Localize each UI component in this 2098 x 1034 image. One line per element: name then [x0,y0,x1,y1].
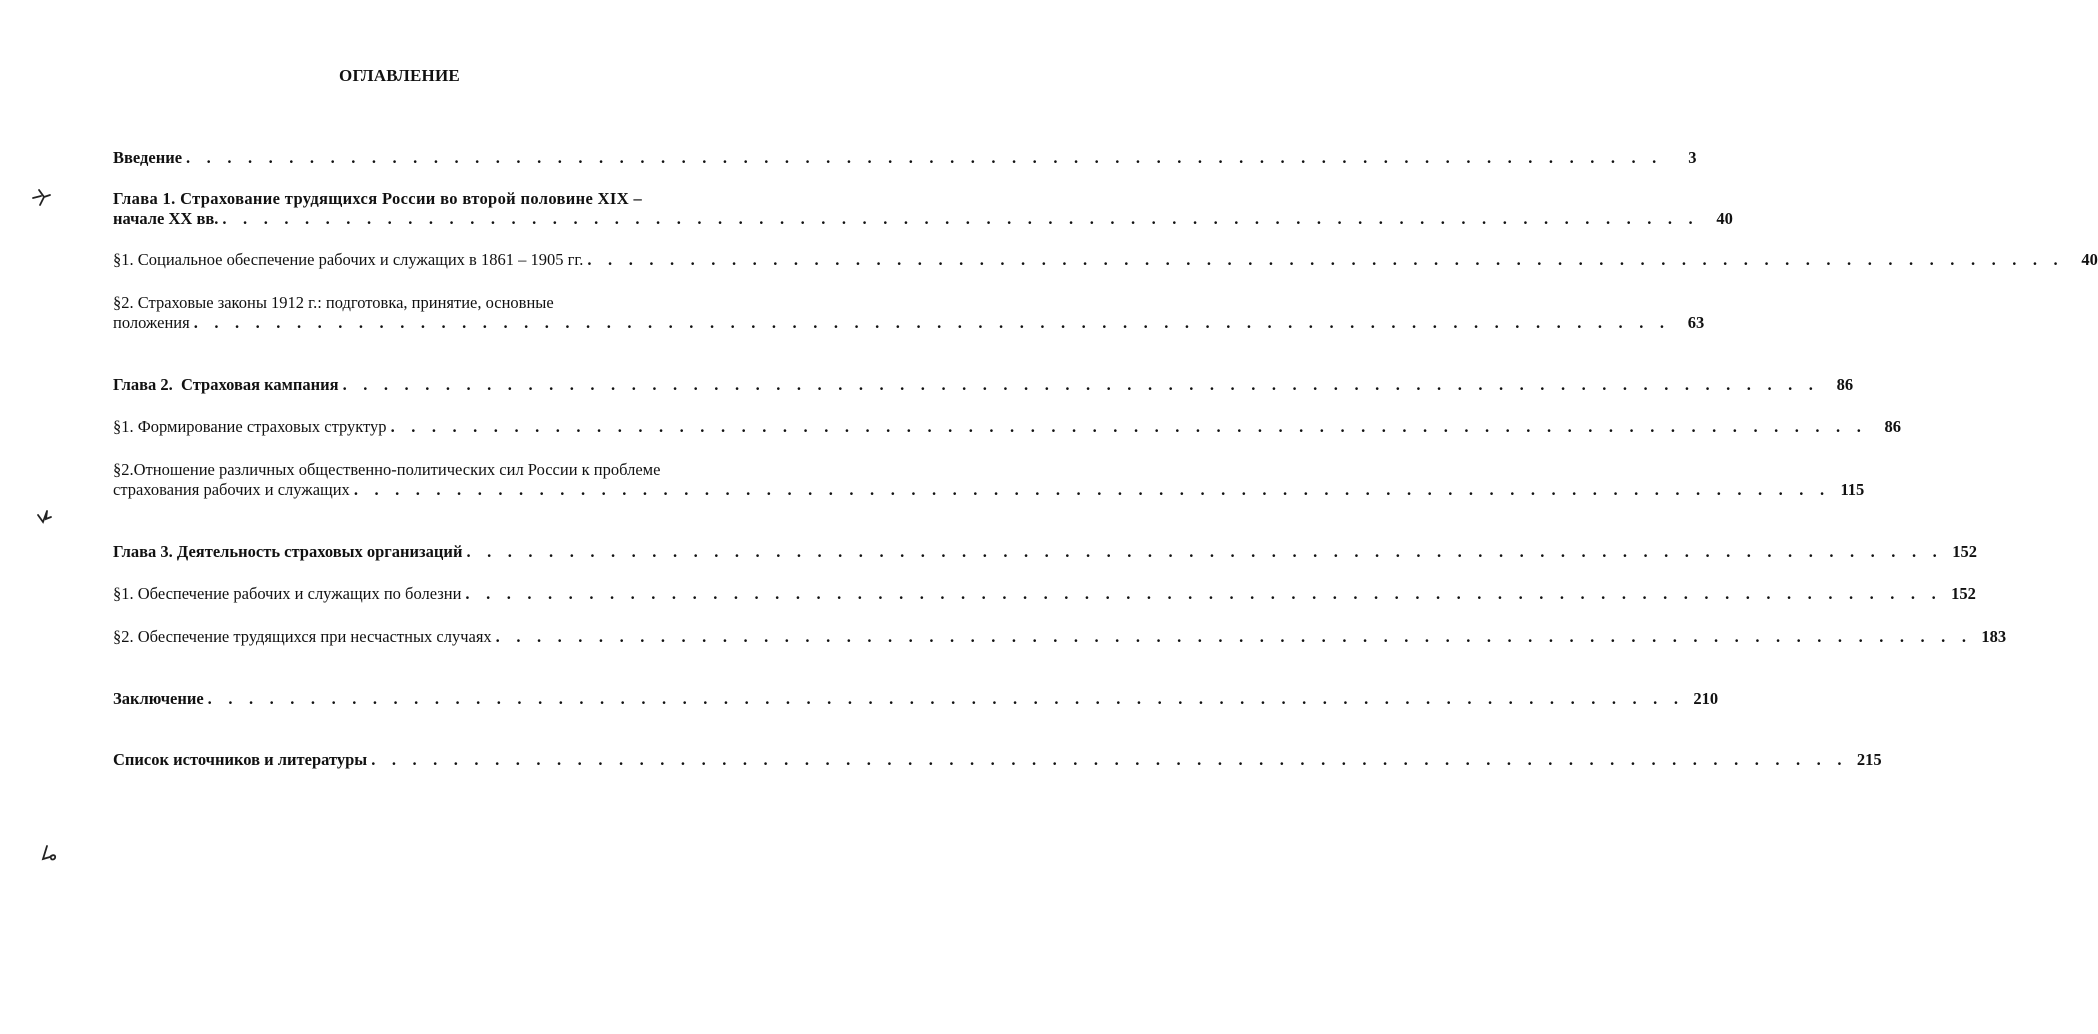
page-number: 63 [1687,313,1705,332]
dot-leader: . . . . . . . . . . . . . . . . . . . . . . . . . . . . . . . . . . . . . . . . . . . . . . . . . . . . . . . . . . . . . . . . . . . . . . . . [222,209,1699,228]
entry-text: Список источников и литературы [113,750,368,769]
entry-text: §1. Социальное обеспечение рабочих и служащих в 1861 – 1905 гг. [113,250,584,269]
dot-leader: . . . . . . . . . . . . . . . . . . . . . . . . . . . . . . . . . . . . . . . . . . . . . . . . . . . . . . . . . . . . . . . . . . . . . . . . [587,250,2064,269]
entry-text-line1: Глава 1. Страхование трудящихся России во второй половине XIX – [113,189,643,208]
toc-entry-conclusion[interactable] [113,689,1719,709]
margin-mark-2 [34,505,56,527]
margin-mark-3 [38,842,62,864]
entry-text: Глава 2. Страховая кампания [113,375,339,394]
dot-leader: . . . . . . . . . . . . . . . . . . . . . . . . . . . . . . . . . . . . . . . . . . . . . . . . . . . . . . . . . . . . . . . . . . . . . . . . [207,689,1685,708]
toc-entry-chapter-1[interactable] [113,189,1733,229]
page-title: ОГЛАВЛЕНИЕ [339,66,460,85]
dot-leader: . . . . . . . . . . . . . . . . . . . . . . . . . . . . . . . . . . . . . . . . . . . . . . . . . . . . . . . . . . . . . . . . . . . . . . . . [390,417,1868,436]
dot-leader: . . . . . . . . . . . . . . . . . . . . . . . . . . . . . . . . . . . . . . . . . . . . . . . . . . . . . . . . . . . . . . . . . . . . . . . . [193,313,1671,332]
page-number: 40 [2081,250,2098,269]
dot-leader: . . . . . . . . . . . . . . . . . . . . . . . . . . . . . . . . . . . . . . . . . . . . . . . . . . . . . . . . . . . . . . . . . . . . . . . . [371,750,1848,769]
toc-entry-bibliography[interactable] [113,750,1882,770]
toc-entry-chapter-2-section-2[interactable] [113,460,1865,500]
entry-text: Введение [113,148,183,167]
page-number: 86 [1836,375,1854,394]
entry-text: положения [113,313,190,332]
dot-leader: . . . . . . . . . . . . . . . . . . . . . . . . . . . . . . . . . . . . . . . . . . . . . . . . . . . . . . . . . . . . . . . . . . . . . . . . [495,627,1973,646]
entry-text: Глава 3. Деятельность страховых организаций [113,542,463,561]
toc-entry-chapter-1-section-1[interactable] [113,250,2098,270]
page-number: 152 [1952,542,1977,561]
page-number: 210 [1693,689,1719,708]
entry-text: страхования рабочих и служащих [113,480,350,499]
page-number: 215 [1856,750,1882,769]
margin-mark-1 [30,186,54,208]
toc-entry-introduction[interactable] [113,148,1697,168]
entry-text: Заключение [113,689,204,708]
page-number: 86 [1884,417,1902,436]
entry-text: начале XX вв. [113,209,219,228]
toc-entry-chapter-3-section-2[interactable] [113,627,2007,647]
entry-text-line1: §2.Отношение различных общественно-политических сил России к проблеме [113,460,661,479]
entry-text: §1. Формирование страховых структур [113,417,387,436]
dot-leader: . . . . . . . . . . . . . . . . . . . . . . . . . . . . . . . . . . . . . . . . . . . . . . . . . . . . . . . . . . . . . . . . . . . . . . . . [466,542,1943,561]
entry-text-line1: §2. Страховые законы 1912 г.: подготовка, принятие, основные [113,293,554,312]
page-number: 115 [1840,480,1865,499]
toc-entry-chapter-2-section-1[interactable] [113,417,1902,437]
entry-text: §2. Обеспечение трудящихся при несчастных случаях [113,627,492,646]
page-number: 183 [1981,627,2007,646]
toc-entry-chapter-3[interactable] [113,542,1977,562]
toc-entry-chapter-1-section-2[interactable] [113,293,1705,333]
dot-leader: . . . . . . . . . . . . . . . . . . . . . . . . . . . . . . . . . . . . . . . . . . . . . . . . . . . . . . . . . . . . . . . . . . . . . . . . [353,480,1831,499]
dot-leader: . . . . . . . . . . . . . . . . . . . . . . . . . . . . . . . . . . . . . . . . . . . . . . . . . . . . . . . . . . . . . . . . . . . . . . . . [342,375,1820,394]
toc-entry-chapter-3-section-1[interactable] [113,584,1976,604]
entry-text: §1. Обеспечение рабочих и служащих по болезни [113,584,462,603]
dot-leader: . . . . . . . . . . . . . . . . . . . . . . . . . . . . . . . . . . . . . . . . . . . . . . . . . . . . . . . . . . . . . . . . . . . . . . . . [465,584,1942,603]
page-number: 152 [1951,584,1976,603]
page-number: 3 [1688,148,1697,167]
toc-entry-chapter-2[interactable] [113,375,1854,395]
dot-leader: . . . . . . . . . . . . . . . . . . . . . . . . . . . . . . . . . . . . . . . . . . . . . . . . . . . . . . . . . . . . . . . . . . . . . . . . [186,148,1663,167]
page-number: 40 [1716,209,1733,228]
